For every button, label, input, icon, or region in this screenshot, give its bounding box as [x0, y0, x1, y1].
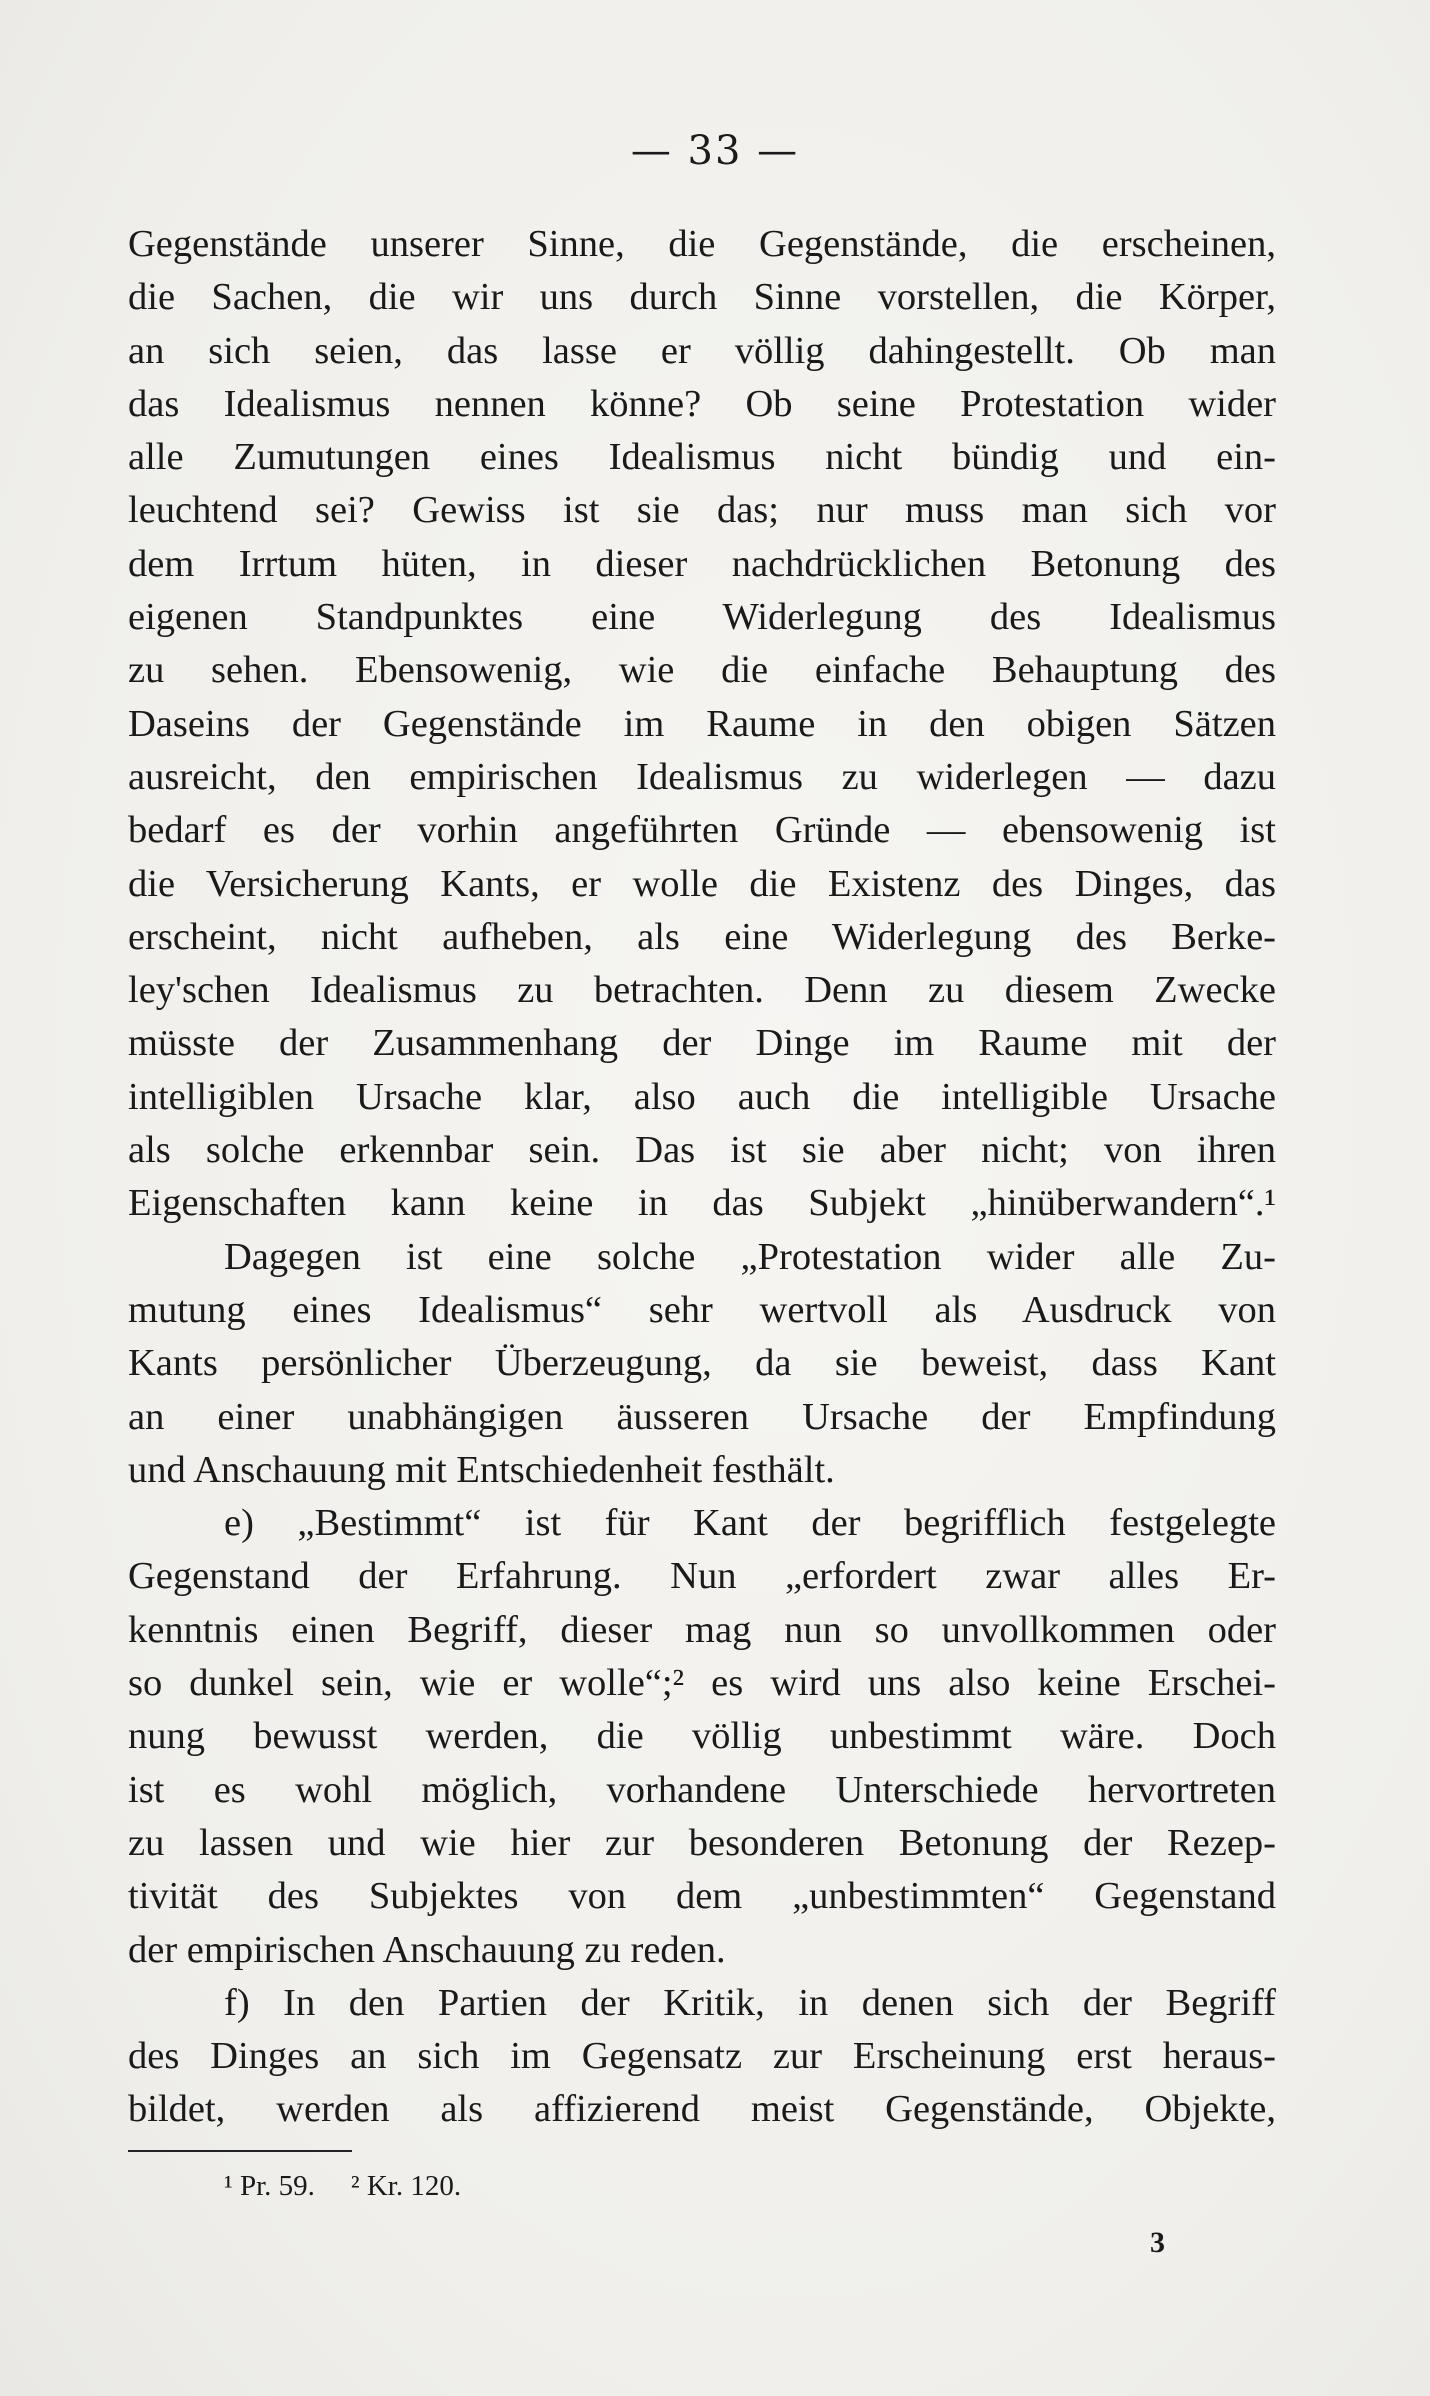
text-line: dem Irrtum hüten, in dieser nachdrücklichen Betonung des: [128, 542, 1276, 585]
text-line: ley'schen Idealismus zu betrachten. Denn zu diesem Zwecke: [128, 969, 1276, 1012]
footnote: ¹ Pr. 59.: [224, 2170, 315, 2202]
text-line: bildet, werden als affizierend meist Gegenstände, Objekte,: [128, 2088, 1276, 2131]
footnote-rule: [128, 2150, 352, 2152]
text-line: zu lassen und wie hier zur besonderen Betonung der Rezep-: [128, 1821, 1276, 1864]
text-line: die Versicherung Kants, er wolle die Existenz des Dinges, das: [128, 862, 1276, 905]
text-line: Gegenstand der Erfahrung. Nun „erfordert zwar alles Er-: [128, 1555, 1276, 1598]
text-line: tivität des Subjektes von dem „unbestimmten“ Gegenstand: [128, 1875, 1276, 1918]
text-line: und Anschauung mit Entschiedenheit festhält.: [128, 1448, 835, 1491]
text-line: ist es wohl möglich, vorhandene Unterschiede hervortreten: [128, 1768, 1276, 1811]
text-line: kenntnis einen Begriff, dieser mag nun so unvollkommen oder: [128, 1608, 1276, 1651]
text-line: Daseins der Gegenstände im Raume in den obigen Sätzen: [128, 702, 1276, 745]
text-line: an einer unabhängigen äusseren Ursache der Empfindung: [128, 1395, 1276, 1438]
text-line: mutung eines Idealismus“ sehr wertvoll als Ausdruck von: [128, 1288, 1276, 1331]
text-line: Dagegen ist eine solche „Protestation wider alle Zu-: [224, 1235, 1276, 1278]
text-line: als solche erkennbar sein. Das ist sie aber nicht; von ihren: [128, 1129, 1276, 1172]
text-line: Kants persönlicher Überzeugung, da sie beweist, dass Kant: [128, 1342, 1276, 1385]
text-line: e) „Bestimmt“ ist für Kant der begrifflich festgelegte: [224, 1502, 1276, 1545]
text-line: der empirischen Anschauung zu reden.: [128, 1928, 726, 1971]
text-line: alle Zumutungen eines Idealismus nicht bündig und ein-: [128, 436, 1276, 479]
text-line: intelligiblen Ursache klar, also auch die intelligible Ursache: [128, 1075, 1276, 1118]
text-line: nung bewusst werden, die völlig unbestimmt wäre. Doch: [128, 1715, 1276, 1758]
page-number: — 33 —: [630, 128, 800, 174]
text-line: Gegenstände unserer Sinne, die Gegenstände, die erscheinen,: [128, 223, 1276, 265]
footnotes: [224, 2170, 497, 2203]
text-line: das Idealismus nennen könne? Ob seine Protestation wider: [128, 382, 1276, 425]
text-line: leuchtend sei? Gewiss ist sie das; nur muss man sich vor: [128, 489, 1276, 532]
text-line: müsste der Zusammenhang der Dinge im Raume mit der: [128, 1022, 1276, 1065]
text-line: f) In den Partien der Kritik, in denen sich der Begriff: [224, 1981, 1276, 2024]
signature-mark: 3: [1150, 2226, 1165, 2259]
text-line: die Sachen, die wir uns durch Sinne vorstellen, die Körper,: [128, 276, 1276, 319]
text-line: des Dinges an sich im Gegensatz zur Erscheinung erst heraus-: [128, 2035, 1276, 2078]
text-line: eigenen Standpunktes eine Widerlegung des Idealismus: [128, 596, 1276, 639]
text-line: so dunkel sein, wie er wolle“;² es wird uns also keine Erschei-: [128, 1662, 1276, 1705]
text-line: Eigenschaften kann keine in das Subjekt „hinüberwandern“.¹: [128, 1182, 1276, 1225]
text-line: zu sehen. Ebensowenig, wie die einfache Behauptung des: [128, 649, 1276, 692]
text-line: bedarf es der vorhin angeführten Gründe — ebensowenig ist: [128, 809, 1276, 852]
body-text: [128, 218, 1276, 2137]
text-line: an sich seien, das lasse er völlig dahingestellt. Ob man: [128, 329, 1276, 372]
text-line: ausreicht, den empirischen Idealismus zu widerlegen — dazu: [128, 755, 1276, 798]
footnote: ² Kr. 120.: [350, 2170, 462, 2202]
text-line: erscheint, nicht aufheben, als eine Widerlegung des Berke-: [128, 915, 1276, 958]
